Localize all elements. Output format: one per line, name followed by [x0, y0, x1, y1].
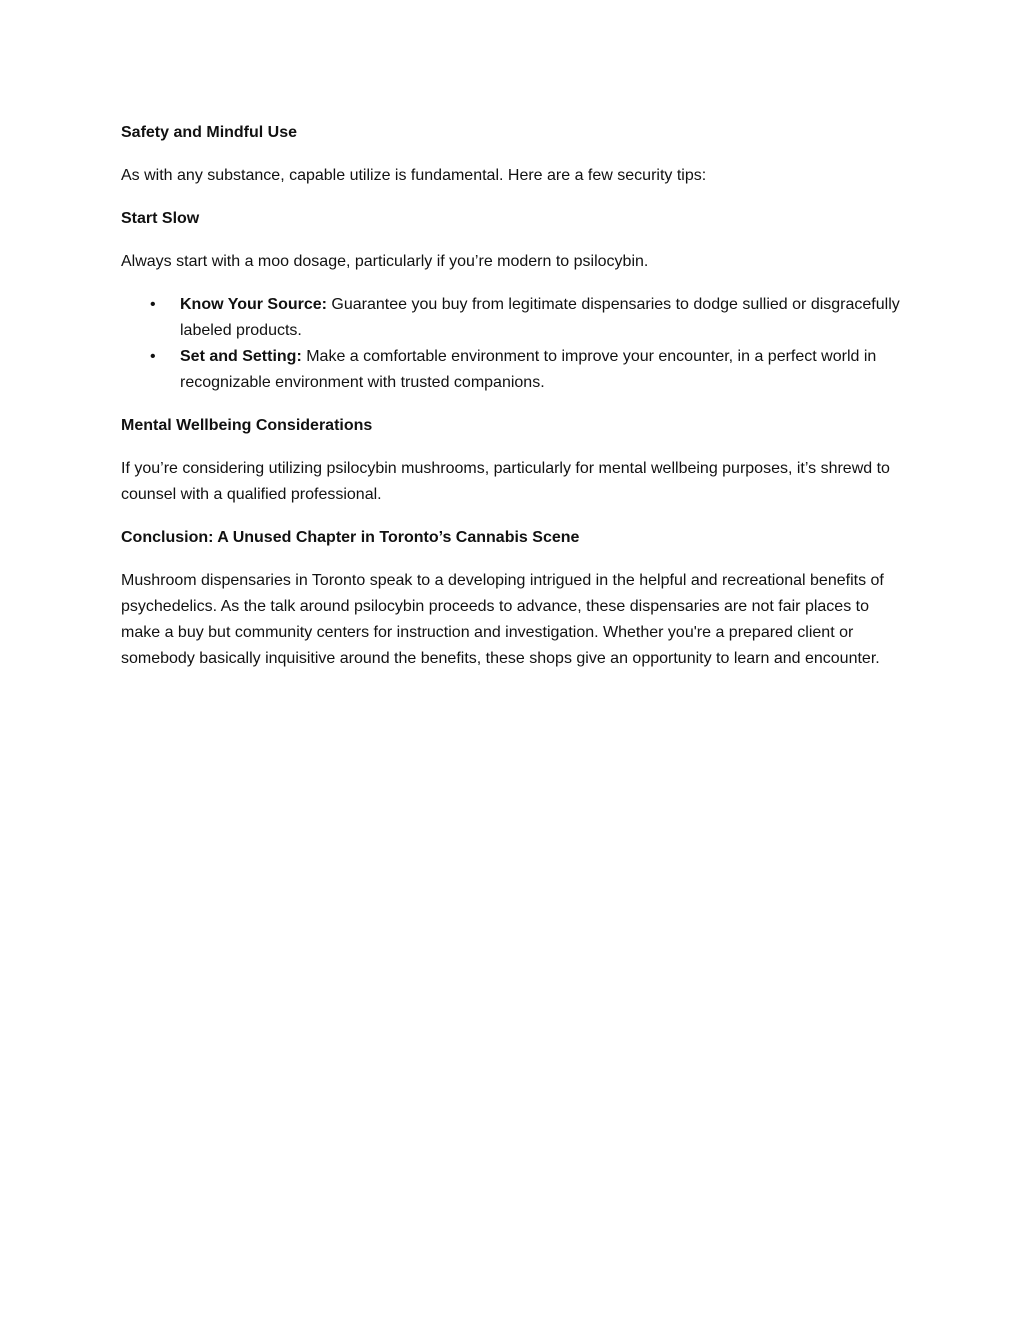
section-heading-conclusion: Conclusion: A Unused Chapter in Toronto’s Cannabis Scene	[121, 529, 580, 546]
list-item	[121, 292, 901, 344]
list-item-text: Guarantee you buy from legitimate dispensaries to dodge sullied or disgracefully labeled products.	[180, 296, 900, 339]
list-item-label: Set and Setting:	[180, 348, 302, 365]
list-item-text: Make a comfortable environment to improve your encounter, in a perfect world in recognizable environment with trusted companions.	[180, 348, 877, 391]
bullet-icon: •	[150, 348, 156, 365]
tips-list	[121, 292, 901, 396]
section-paragraph-start-slow: Always start with a moo dosage, particularly if you’re modern to psilocybin.	[121, 253, 649, 270]
section-heading-mental-wellbeing: Mental Wellbeing Considerations	[121, 417, 373, 434]
list-item	[121, 344, 901, 396]
document-page	[121, 120, 901, 689]
section-heading-safety: Safety and Mindful Use	[121, 124, 298, 141]
list-item-label: Know Your Source:	[180, 296, 327, 313]
section-paragraph-safety: As with any substance, capable utilize is fundamental. Here are a few security tips:	[121, 167, 707, 184]
section-paragraph-mental-wellbeing: If you’re considering utilizing psilocybin mushrooms, particularly for mental wellbeing purposes, it’s shrewd to counsel with a qualified professional.	[121, 460, 890, 503]
bullet-icon: •	[150, 296, 156, 313]
section-paragraph-conclusion: Mushroom dispensaries in Toronto speak to a developing intrigued in the helpful and recreational benefits of psychedelics. As the talk around psilocybin proceeds to advance, these dispensaries are not fair places to make a buy but community centers for instruction and investigation. Whether you're a prepared client or somebody basically inquisitive around the benefits, these shops give an opportunity to learn and encounter.	[121, 572, 884, 667]
section-heading-start-slow: Start Slow	[121, 210, 200, 227]
